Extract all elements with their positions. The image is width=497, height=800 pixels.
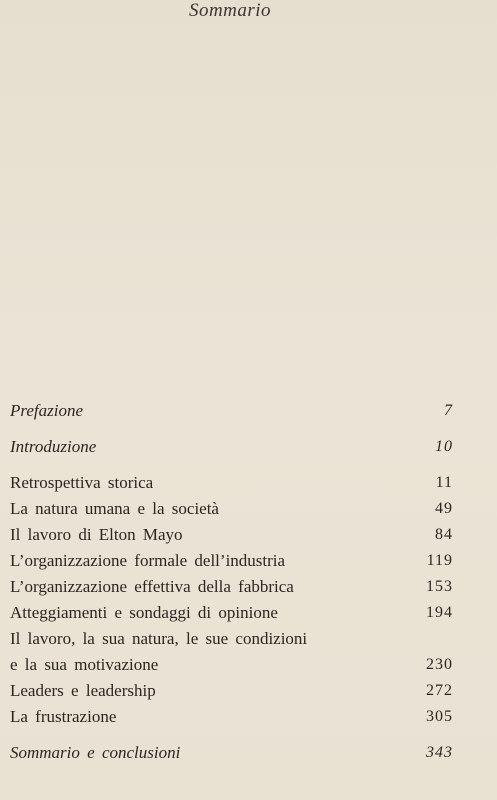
toc-entry-page: 84 [435,526,453,543]
toc-entry-introduzione [10,434,453,460]
toc-entry-natura-umana [10,496,453,522]
toc-entry-elton-mayo [10,522,453,548]
toc-entry-label: L’organizzazione effettiva della fabbrica [10,577,294,596]
toc-entry-page: 11 [435,474,453,491]
toc-entry-label: Il lavoro di Elton Mayo [10,525,183,544]
toc-entry-lavoro-natura [10,626,453,678]
toc-entry-page: 10 [435,438,453,455]
toc-entry-label-line2: e la sua motivazione [10,655,159,674]
toc-entry-page: 343 [426,744,453,761]
toc-entry-label: Leaders e leadership [10,681,156,700]
toc-entry-label: L’organizzazione formale dell’industria [10,551,286,570]
toc-entry-label: Introduzione [10,437,97,456]
toc-entry-atteggiamenti [10,600,453,626]
toc-entry-retrospettiva [10,470,453,496]
toc-entry-label: La frustrazione [10,707,117,726]
toc-entry-organizzazione-formale [10,548,453,574]
toc-entry-frustrazione [10,704,453,730]
toc-entry-page: 194 [426,604,453,621]
toc-entry-leaders [10,678,453,704]
toc-entry-page: 305 [426,708,453,725]
toc-entry-sommario-conclusioni [10,740,453,766]
toc-entry-label: La natura umana e la società [10,499,219,518]
table-of-contents [10,398,453,766]
toc-entry-page: 153 [426,578,453,595]
toc-entry-label: Prefazione [10,401,84,420]
toc-entry-page: 119 [426,552,453,569]
toc-entry-label-line1: Il lavoro, la sua natura, le sue condizioni [10,629,308,648]
toc-entry-page: 49 [435,500,453,517]
toc-entry-page: 7 [444,402,453,419]
toc-entry-prefazione [10,398,453,424]
page-title: Sommario [188,0,272,21]
toc-entry-label: Atteggiamenti e sondaggi di opinione [10,603,278,622]
toc-entry-organizzazione-effettiva [10,574,453,600]
toc-entry-page: 230 [426,656,453,673]
toc-entry-label: Sommario e conclusioni [10,743,181,762]
toc-entry-page: 272 [426,682,453,699]
toc-entry-label: Retrospettiva storica [10,473,154,492]
